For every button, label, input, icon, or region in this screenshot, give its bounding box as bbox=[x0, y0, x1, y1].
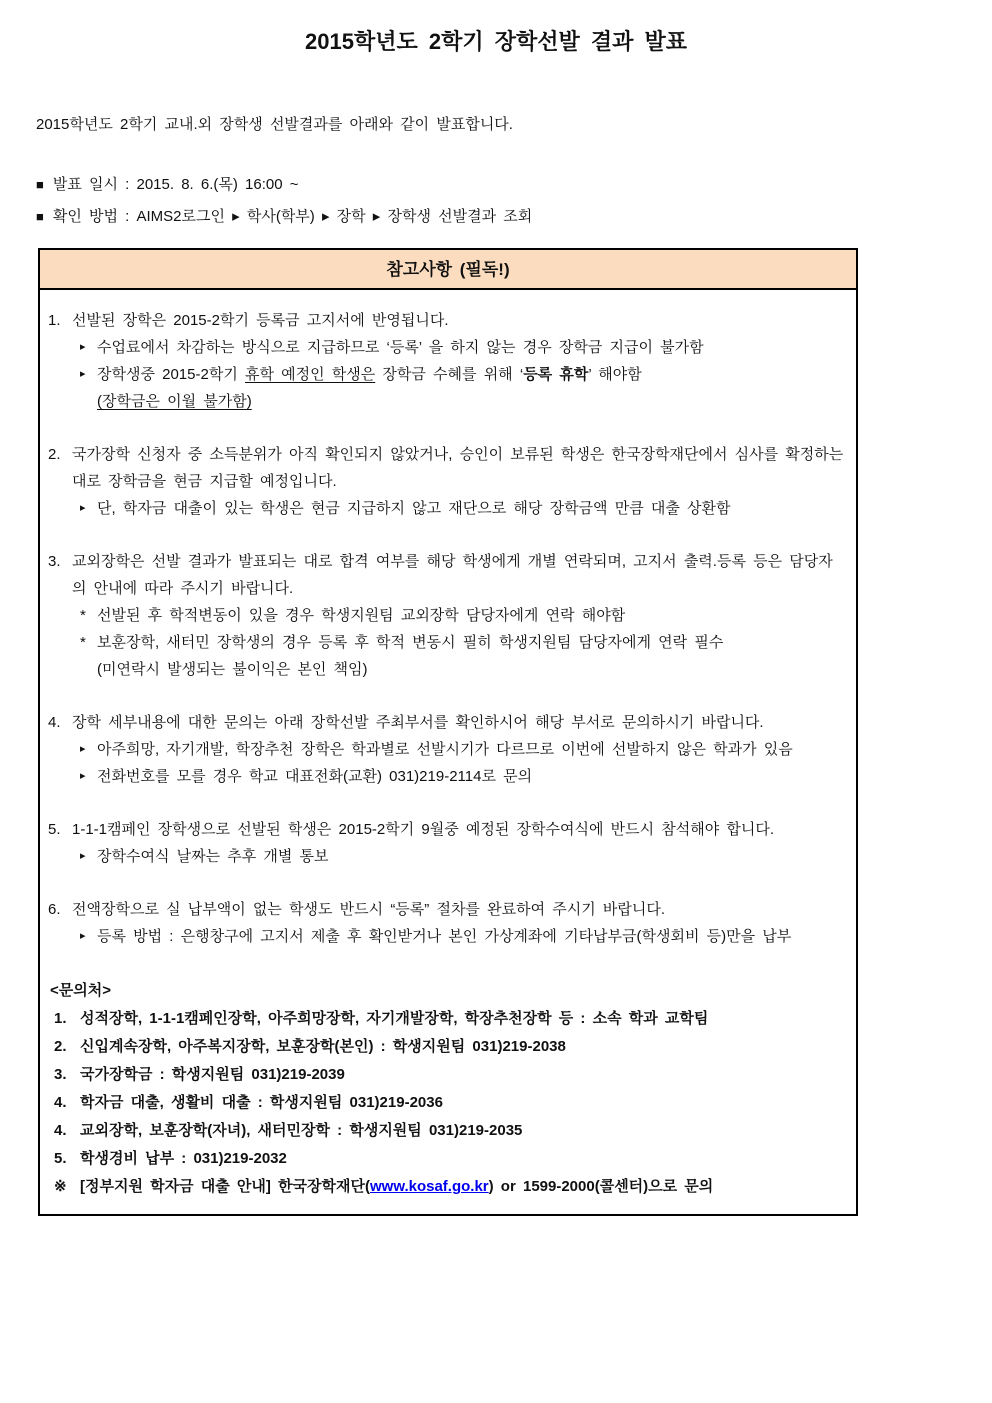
notice-body bbox=[40, 290, 856, 1214]
triangle-bullet-icon: ▸ bbox=[80, 368, 86, 380]
text-run: (장학금은 이월 불가함) bbox=[97, 393, 252, 410]
text-run: [정부지원 학자금 대출 안내] 한국장학재단( bbox=[80, 1178, 370, 1195]
text-run: 학자금 대출, 생활비 대출 : 학생지원팀 031)219-2036 bbox=[80, 1094, 443, 1111]
triangle-bullet-icon: ▸ bbox=[80, 850, 86, 862]
text-run: (미연락시 발생되는 불이익은 본인 책임) bbox=[97, 661, 368, 678]
notice-subitem bbox=[48, 334, 846, 361]
triangle-bullet-icon: ▸ bbox=[80, 341, 86, 353]
intro-text: 2015학년도 2학기 교내.외 장학생 선발결과를 아래와 같이 발표합니다. bbox=[36, 116, 513, 133]
subitem-text bbox=[97, 602, 625, 629]
item-text bbox=[72, 816, 846, 843]
text-run: 장학생중 2015-2학기 bbox=[97, 366, 245, 383]
notice-item bbox=[48, 709, 846, 790]
notice-box bbox=[38, 248, 858, 1216]
subitem-text bbox=[97, 923, 791, 950]
text-run: ) or 1599-2000(콜센터)으로 문의 bbox=[488, 1178, 714, 1195]
notice-item bbox=[48, 548, 846, 683]
text-run: 신입계속장학, 아주복지장학, 보훈장학(본인) : 학생지원팀 031)219-2038 bbox=[80, 1038, 566, 1055]
asterisk-marker: * bbox=[80, 634, 86, 651]
subitem-text bbox=[97, 334, 704, 361]
text-run: 선발된 장학은 2015-2학기 등록금 고지서에 반영됩니다. bbox=[72, 312, 449, 329]
contact-number: ※ bbox=[54, 1178, 67, 1195]
notice-item bbox=[48, 307, 846, 415]
item-number: 3. bbox=[48, 553, 61, 570]
square-bullet-icon: ■ bbox=[36, 209, 44, 224]
item-number: 4. bbox=[48, 714, 61, 731]
text-run: 휴학 예정인 학생은 bbox=[244, 366, 376, 383]
item-text bbox=[72, 307, 846, 334]
notice-subitem bbox=[48, 361, 846, 388]
notice-item-main bbox=[48, 709, 846, 736]
notice-item-main bbox=[48, 896, 846, 923]
contact-row bbox=[48, 1089, 846, 1117]
text-run: 교외장학, 보훈장학(자녀), 새터민장학 : 학생지원팀 031)219-2035 bbox=[80, 1122, 523, 1139]
item-number: 6. bbox=[48, 901, 61, 918]
contact-number: 5. bbox=[54, 1150, 67, 1167]
text-run: 전액장학으로 실 납부액이 없는 학생도 반드시 “등록” 절차를 완료하여 주시기 바랍니다. bbox=[72, 901, 665, 918]
triangle-bullet-icon: ▸ bbox=[80, 770, 86, 782]
contact-number: 4. bbox=[54, 1094, 67, 1111]
indent-spacer bbox=[80, 656, 97, 683]
contact-text bbox=[80, 1033, 846, 1061]
meta-line-announce-date bbox=[36, 169, 992, 201]
contacts-section bbox=[48, 977, 846, 1201]
item-text bbox=[72, 441, 846, 495]
notice-subitem bbox=[48, 495, 846, 522]
contact-text bbox=[80, 1117, 846, 1145]
meta-line-text: 발표 일시 : 2015. 8. 6.(목) 16:00 ~ bbox=[52, 176, 299, 193]
contact-number: 3. bbox=[54, 1066, 67, 1083]
meta-lines bbox=[36, 169, 992, 233]
contact-number: 2. bbox=[54, 1038, 67, 1055]
contact-text bbox=[80, 1145, 846, 1173]
triangle-bullet-icon: ▸ bbox=[80, 930, 86, 942]
text-run: 국가장학 신청자 중 소득분위가 아직 확인되지 않았거나, 승인이 보류된 학생은 한국장학재단에서 심사를 확정하는 대로 장학금을 현금 지급할 예정입니다. bbox=[72, 446, 844, 490]
notice-item-main bbox=[48, 548, 846, 602]
notice-subitem bbox=[48, 763, 846, 790]
contact-number: 4. bbox=[54, 1122, 67, 1139]
text-run: 등록 방법 : 은행창구에 고지서 제출 후 확인받거나 본인 가상계좌에 기타납부금(학생회비 등)만을 납부 bbox=[97, 928, 792, 945]
notice-subitem bbox=[48, 629, 846, 656]
asterisk-marker: * bbox=[80, 607, 86, 624]
triangle-bullet-icon: ▸ bbox=[80, 502, 86, 514]
notice-subitem bbox=[48, 602, 846, 629]
page-title: 2015학년도 2학기 장학선발 결과 발표 bbox=[305, 29, 687, 54]
indent-spacer bbox=[80, 388, 97, 415]
subitem-text bbox=[97, 843, 329, 870]
meta-line-text: 확인 방법 : AIMS2로그인 ▸ 학사(학부) ▸ 장학 ▸ 장학생 선발결과 조회 bbox=[52, 208, 533, 225]
contact-row bbox=[48, 1061, 846, 1089]
notice-item-main bbox=[48, 816, 846, 843]
text-run: 장학 세부내용에 대한 문의는 아래 장학선발 주최부서를 확인하시어 해당 부서로 문의하시기 바랍니다. bbox=[72, 714, 764, 731]
notice-item bbox=[48, 896, 846, 950]
text-run: 아주희망, 자기개발, 학장추천 장학은 학과별로 선발시기가 다르므로 이번에 선발하지 않은 학과가 있음 bbox=[97, 741, 793, 758]
meta-line-check-method bbox=[36, 201, 992, 233]
contact-text bbox=[80, 1089, 846, 1117]
text-run: ’ 해야함 bbox=[588, 366, 642, 383]
kosaf-link[interactable]: www.kosaf.go.kr bbox=[370, 1178, 489, 1195]
text-run: 1-1-1캠페인 장학생으로 선발된 학생은 2015-2학기 9월중 예정된 장학수여식에 반드시 참석해야 합니다. bbox=[72, 821, 775, 838]
item-number: 5. bbox=[48, 821, 61, 838]
subitem-text bbox=[97, 763, 532, 790]
contact-number: 1. bbox=[54, 1010, 67, 1027]
subitem-text bbox=[97, 495, 730, 522]
notice-subitem bbox=[48, 656, 846, 683]
contact-row bbox=[48, 1033, 846, 1061]
item-text bbox=[72, 709, 846, 736]
text-run: 단, 학자금 대출이 있는 학생은 현금 지급하지 않고 재단으로 해당 장학금액 만큼 대출 상환함 bbox=[97, 500, 731, 517]
contact-row bbox=[48, 1117, 846, 1145]
text-run: 선발된 후 학적변동이 있을 경우 학생지원팀 교외장학 담당자에게 연락 해야함 bbox=[97, 607, 626, 624]
subitem-text bbox=[97, 361, 642, 388]
item-number: 1. bbox=[48, 312, 61, 329]
contact-text bbox=[80, 1061, 846, 1089]
text-run: 수업료에서 차감하는 방식으로 지급하므로 ‘등록’ 을 하지 않는 경우 장학금 지급이 불가함 bbox=[97, 339, 704, 356]
notice-subitem bbox=[48, 388, 846, 415]
text-run: 국가장학금 : 학생지원팀 031)219-2039 bbox=[80, 1066, 345, 1083]
notice-subitem bbox=[48, 843, 846, 870]
notice-item bbox=[48, 441, 846, 522]
text-run: 성적장학, 1-1-1캠페인장학, 아주희망장학, 자기개발장학, 학장추천장학 등 : 소속 학과 교학팀 bbox=[80, 1010, 709, 1027]
notice-item-main bbox=[48, 307, 846, 334]
text-run: 등록 휴학 bbox=[523, 366, 589, 383]
subitem-text bbox=[97, 656, 368, 683]
text-run: 학생경비 납부 : 031)219-2032 bbox=[80, 1150, 287, 1167]
square-bullet-icon: ■ bbox=[36, 177, 44, 192]
notice-header: 참고사항 (필독!) bbox=[40, 250, 856, 290]
contact-row bbox=[48, 1173, 846, 1201]
triangle-bullet-icon: ▸ bbox=[80, 743, 86, 755]
text-run: 보훈장학, 새터민 장학생의 경우 등록 후 학적 변동시 필히 학생지원팀 담당자에게 연락 필수 bbox=[97, 634, 724, 651]
contacts-title: <문의처> bbox=[50, 982, 111, 999]
contact-text bbox=[80, 1005, 846, 1033]
item-number: 2. bbox=[48, 446, 61, 463]
text-run: 교외장학은 선발 결과가 발표되는 대로 합격 여부를 해당 학생에게 개별 연락되며, 고지서 출력.등록 등은 담당자의 안내에 따라 주시기 바랍니다. bbox=[72, 553, 833, 597]
notice-item bbox=[48, 816, 846, 870]
text-run: 전화번호를 모를 경우 학교 대표전화(교환) 031)219-2114로 문의 bbox=[97, 768, 533, 785]
subitem-text bbox=[97, 388, 252, 415]
subitem-text bbox=[97, 736, 793, 763]
text-run: 장학금 수혜를 위해 ‘ bbox=[375, 366, 524, 383]
notice-subitem bbox=[48, 923, 846, 950]
item-text bbox=[72, 896, 846, 923]
text-run: 장학수여식 날짜는 추후 개별 통보 bbox=[97, 848, 329, 865]
contact-row bbox=[48, 1145, 846, 1173]
contact-text bbox=[80, 1173, 846, 1201]
item-text bbox=[72, 548, 846, 602]
notice-item-main bbox=[48, 441, 846, 495]
contact-row bbox=[48, 1005, 846, 1033]
subitem-text bbox=[97, 629, 723, 656]
notice-subitem bbox=[48, 736, 846, 763]
